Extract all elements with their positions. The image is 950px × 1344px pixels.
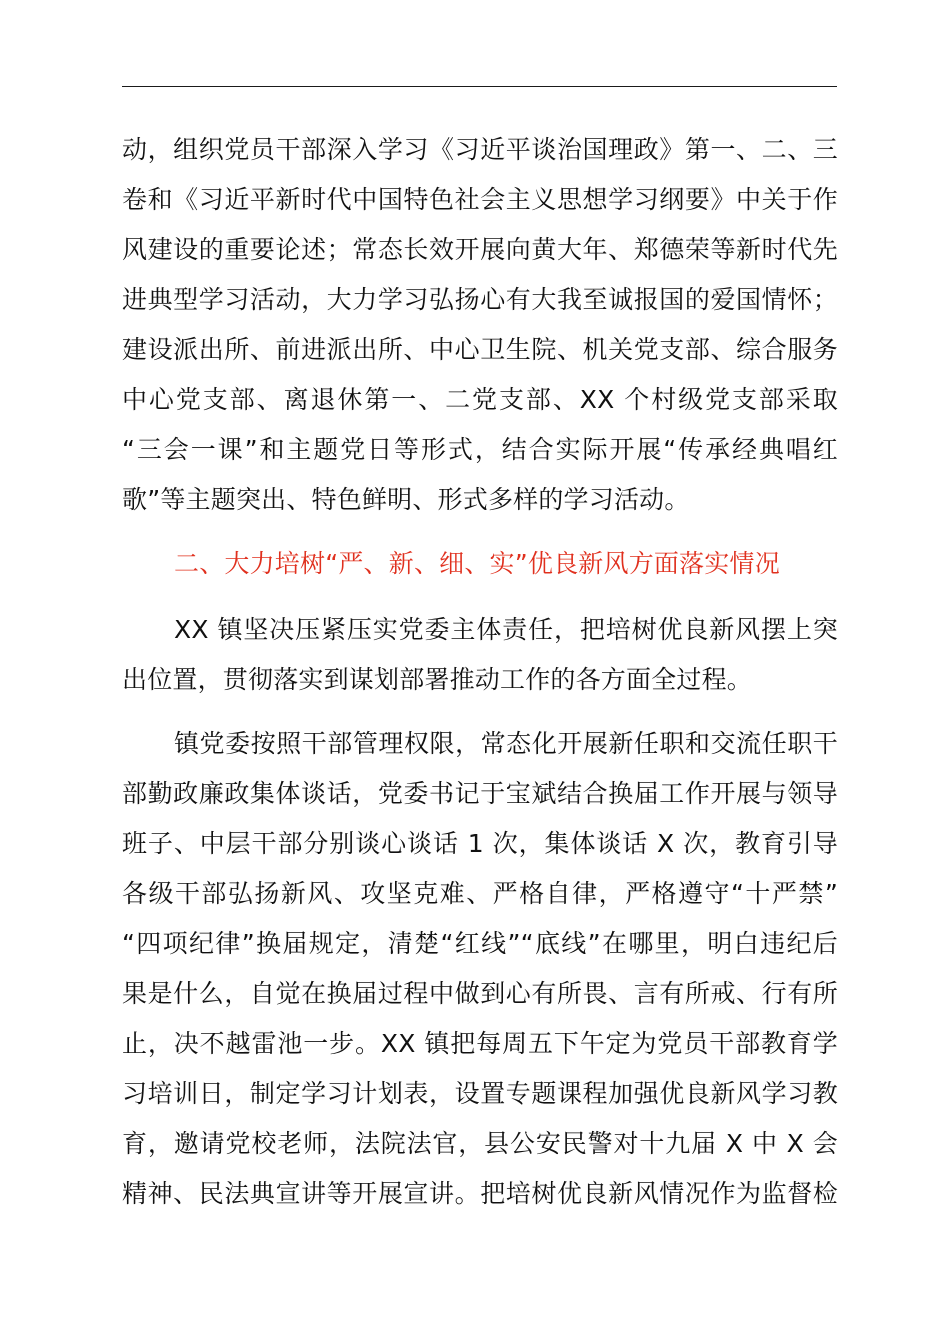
paragraph-1-line-7: “三会一课”和主题党日等形式，结合实际开展“传承经典唱红	[122, 435, 838, 464]
paragraph-3-line-7: 止，决不越雷池一步。XX 镇把每周五下午定为党员干部教育学	[122, 1029, 838, 1058]
paragraph-2-line-2: 出位置，贯彻落实到谋划部署推动工作的各方面全过程。	[122, 665, 753, 694]
paragraph-3-line-4: 各级干部弘扬新风、攻坚克难、严格自律，严格遵守“十严禁”	[122, 879, 838, 908]
section-heading: 二、大力培树“严、新、细、实”优良新风方面落实情况	[174, 549, 780, 578]
paragraph-1-line-3: 风建设的重要论述；常态长效开展向黄大年、郑德荣等新时代先	[122, 235, 838, 264]
paragraph-3-line-2: 部勤政廉政集体谈话，党委书记于宝斌结合换届工作开展与领导	[122, 779, 838, 808]
paragraph-1-line-5: 建设派出所、前进派出所、中心卫生院、机关党支部、综合服务	[122, 335, 838, 364]
paragraph-3-line-6: 果是什么，自觉在换届过程中做到心有所畏、言有所戒、行有所	[122, 979, 838, 1008]
paragraph-3-line-8: 习培训日，制定学习计划表，设置专题课程加强优良新风学习教	[122, 1079, 838, 1108]
paragraph-2-line-1: XX 镇坚决压紧压实党委主体责任，把培树优良新风摆上突	[174, 615, 838, 644]
paragraph-3-line-5: “四项纪律”换届规定，清楚“红线”“底线”在哪里，明白违纪后	[122, 929, 838, 958]
paragraph-1-line-1: 动，组织党员干部深入学习《习近平谈治国理政》第一、二、三	[122, 135, 838, 164]
header-rule	[122, 86, 837, 87]
paragraph-3-line-3: 班子、中层干部分别谈心谈话 1 次，集体谈话 X 次，教育引导	[122, 829, 838, 858]
paragraph-3-line-1: 镇党委按照干部管理权限，常态化开展新任职和交流任职干	[174, 729, 838, 758]
paragraph-1-line-8: 歌”等主题突出、特色鲜明、形式多样的学习活动。	[122, 485, 690, 514]
paragraph-3-line-9: 育，邀请党校老师，法院法官，县公安民警对十九届 X 中 X 会	[122, 1129, 838, 1158]
paragraph-3-line-10: 精神、民法典宣讲等开展宣讲。把培树优良新风情况作为监督检	[122, 1179, 838, 1208]
paragraph-1-line-6: 中心党支部、离退休第一、二党支部、XX 个村级党支部采取	[122, 385, 838, 414]
paragraph-1-line-2: 卷和《习近平新时代中国特色社会主义思想学习纲要》中关于作	[122, 185, 838, 214]
paragraph-1-line-4: 进典型学习活动，大力学习弘扬心有大我至诚报国的爱国情怀；	[122, 285, 838, 314]
